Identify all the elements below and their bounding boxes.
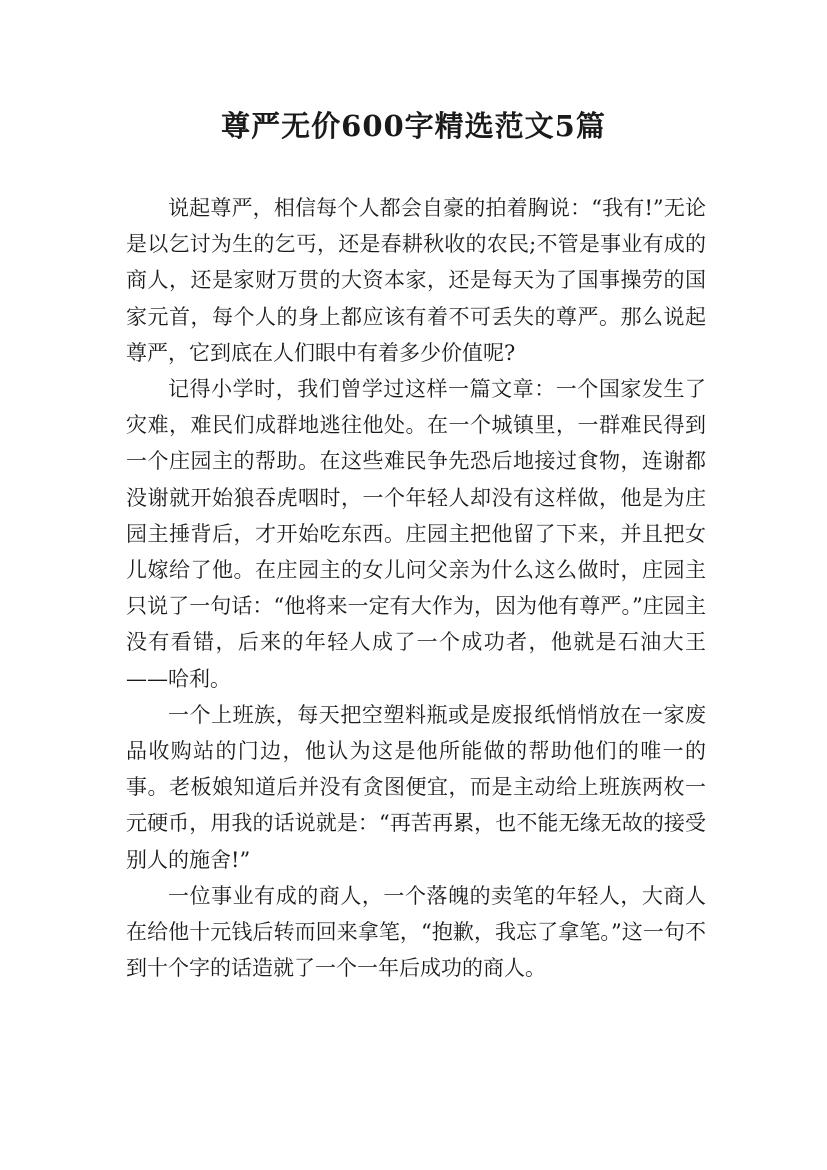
paragraph-3: 一个上班族，每天把空塑料瓶或是废报纸悄悄放在一家废品收购站的门边，他认为这是他所能做的帮助他们的唯一的事。老板娘知道后并没有贪图便宜，而是主动给上班族两枚一元硬币，用我的话说就是：“再苦再累，也不能无缘无故的接受别人的施舍!” <box>126 702 706 872</box>
paragraph-1: 说起尊严，相信每个人都会自豪的拍着胸说：“我有!”无论是以乞讨为生的乞丐，还是春耕秋收的农民;不管是事业有成的商人，还是家财万贯的大资本家，还是每天为了国事操劳的国家元首，每个人的身上都应该有着不可丢失的尊严。那么说起尊严，它到底在人们眼中有着多少价值呢? <box>126 196 706 365</box>
document-body <box>126 190 706 986</box>
paragraph-2: 记得小学时，我们曾学过这样一篇文章：一个国家发生了灾难，难民们成群地逃往他处。在一个城镇里，一群难民得到一个庄园主的帮助。在这些难民争先恐后地接过食物，连谢都没谢就开始狼吞虎咽时，一个年轻人却没有这样做，他是为庄园主捶背后，才开始吃东西。庄园主把他留了下来，并且把女儿嫁给了他。在庄园主的女儿问父亲为什么这么做时，庄园主只说了一句话：“他将来一定有大作为，因为他有尊严。”庄园主没有看错，后来的年轻人成了一个成功者，他就是石油大王——哈利。 <box>126 377 706 691</box>
document-title: 尊严无价600字精选范文5篇 <box>221 109 606 143</box>
paragraph-4: 一位事业有成的商人，一个落魄的卖笔的年轻人，大商人在给他十元钱后转而回来拿笔，“抱歉，我忘了拿笔。”这一句不到十个字的话造就了一个一年后成功的商人。 <box>126 883 706 981</box>
